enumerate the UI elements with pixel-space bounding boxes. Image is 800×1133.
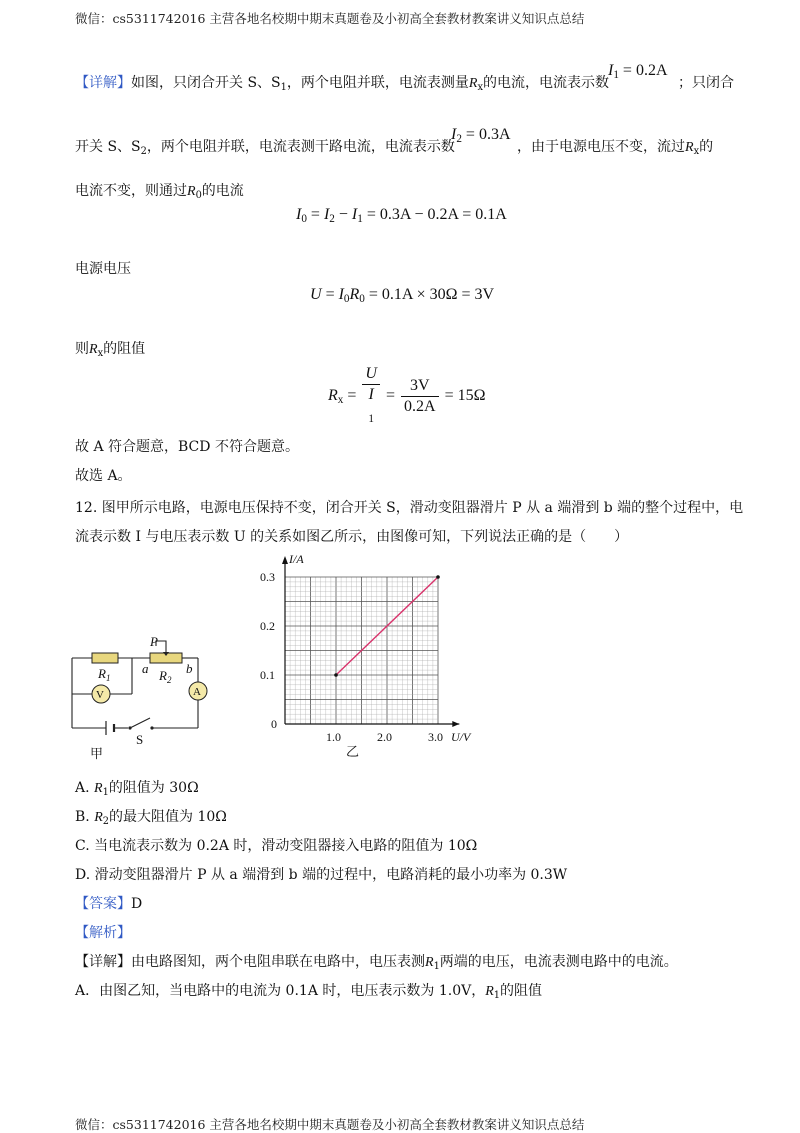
graph-caption: 乙: [346, 745, 360, 760]
conclusion-2: 故选 A。: [75, 468, 132, 484]
page-header: 微信：cs5311742016 主营各地名校期中期末真题卷及小初高全套教材教案讲义知识点总结: [75, 11, 585, 26]
label-b: b: [186, 661, 193, 676]
option-b[interactable]: B. $R_2$的最大阻值为 10Ω: [75, 809, 227, 827]
equation-i0: $I_0 = I_2 - I_1 = 0.3A - 0.2A = 0.1A$: [296, 206, 507, 225]
origin-label: 0: [271, 717, 277, 731]
detail-line-2: 开关 S、$S_2$，两个电阻并联，电流表测干路电流，电流表示数: [75, 139, 455, 157]
answer-line: 【答案】D: [75, 896, 143, 912]
answer-value: D: [131, 896, 143, 912]
question-line-1: 12. 图甲所示电路，电源电压保持不变，闭合开关 S，滑动变阻器滑片 P 从 a 端滑到 b 端的整个过程中，电: [75, 500, 744, 516]
label-p: P: [150, 634, 158, 649]
question-line-2: 流表示数 I 与电压表示数 U 的关系如图乙所示，由图像可知，下列说法正确的是（ ）: [75, 529, 629, 545]
label-rx: 则$R_x$的阻值: [75, 341, 146, 359]
data-point: [436, 575, 440, 579]
x-tick-label: 2.0: [377, 730, 392, 744]
option-c[interactable]: C. 当电流表示数为 0.2A 时，滑动变阻器接入电路的阻值为 10Ω: [75, 838, 478, 854]
resistor-r1: [92, 653, 118, 663]
x-axis-arrow-icon: [452, 721, 459, 727]
y-tick-label: 0.3: [260, 570, 275, 584]
label-r1: $R_1$: [98, 666, 111, 683]
detail-line-3: 电流不变，则通过$R_0$的电流: [75, 183, 244, 201]
circuit-diagram: [62, 632, 222, 764]
equation-rx: $R_x$ = U I $_1$ = $\frac{3V}{0.2A}$ = 15Ω: [328, 365, 486, 425]
y-tick-label: 0.1: [260, 668, 275, 682]
conclusion-1: 故 A 符合题意，BCD 不符合题意。: [75, 439, 299, 455]
option-a[interactable]: A. $R_1$的阻值为 30Ω: [75, 780, 199, 798]
switch-contact: [150, 726, 153, 729]
circuit-caption: 甲: [90, 747, 104, 762]
math-i1: $I_1 = 0.2A$: [608, 62, 668, 81]
detail2-line-1: 【详解】由电路图知，两个电阻串联在电路中，电压表测$R_1$两端的电压，电流表测电路中的电流。: [75, 954, 678, 972]
analysis-tag: 【解析】: [75, 925, 131, 941]
detail-line-1-end: ；只闭合: [678, 75, 734, 91]
graph-tick-labels: [260, 552, 472, 760]
equation-u: $U = I_0R_0 = 0.1A \times 30\Omega = 3V$: [310, 286, 495, 305]
label-a: a: [142, 661, 149, 676]
label-s: S: [136, 732, 144, 747]
detail-line-2-end: ，由于电源电压不变，流过$R_x$的: [517, 139, 714, 157]
y-axis-label: I/A: [289, 552, 304, 566]
x-axis-label: U/V: [451, 730, 471, 744]
iu-graph: [255, 548, 485, 763]
data-point: [334, 673, 338, 677]
y-axis-arrow-icon: [282, 556, 288, 564]
switch-blade: [130, 718, 150, 728]
detail-tag: 【详解】: [75, 75, 131, 91]
detail2-line-2: A．由图乙知，当电路中的电流为 0.1A 时，电压表示数为 1.0V，$R_1$的阻值: [75, 983, 543, 1001]
label-r2: $R_2$: [159, 668, 172, 685]
label-v: V: [96, 689, 104, 701]
x-tick-label: 1.0: [326, 730, 341, 744]
label-ammeter: A: [193, 686, 201, 698]
detail-line-1: 【详解】如图，只闭合开关 S、$S_1$，两个电阻并联，电流表测量$R_x$的电流，电流表示数: [75, 75, 609, 93]
math-i2: $I_2 = 0.3A$: [451, 126, 511, 145]
x-tick-label: 3.0: [428, 730, 443, 744]
page-footer: 微信：cs5311742016 主营各地名校期中期末真题卷及小初高全套教材教案讲义知识点总结: [75, 1117, 585, 1132]
label-voltage: 电源电压: [75, 261, 131, 277]
option-d[interactable]: D. 滑动变阻器滑片 P 从 a 端滑到 b 端的过程中，电路消耗的最小功率为 0.3W: [75, 867, 568, 883]
y-tick-label: 0.2: [260, 619, 275, 633]
